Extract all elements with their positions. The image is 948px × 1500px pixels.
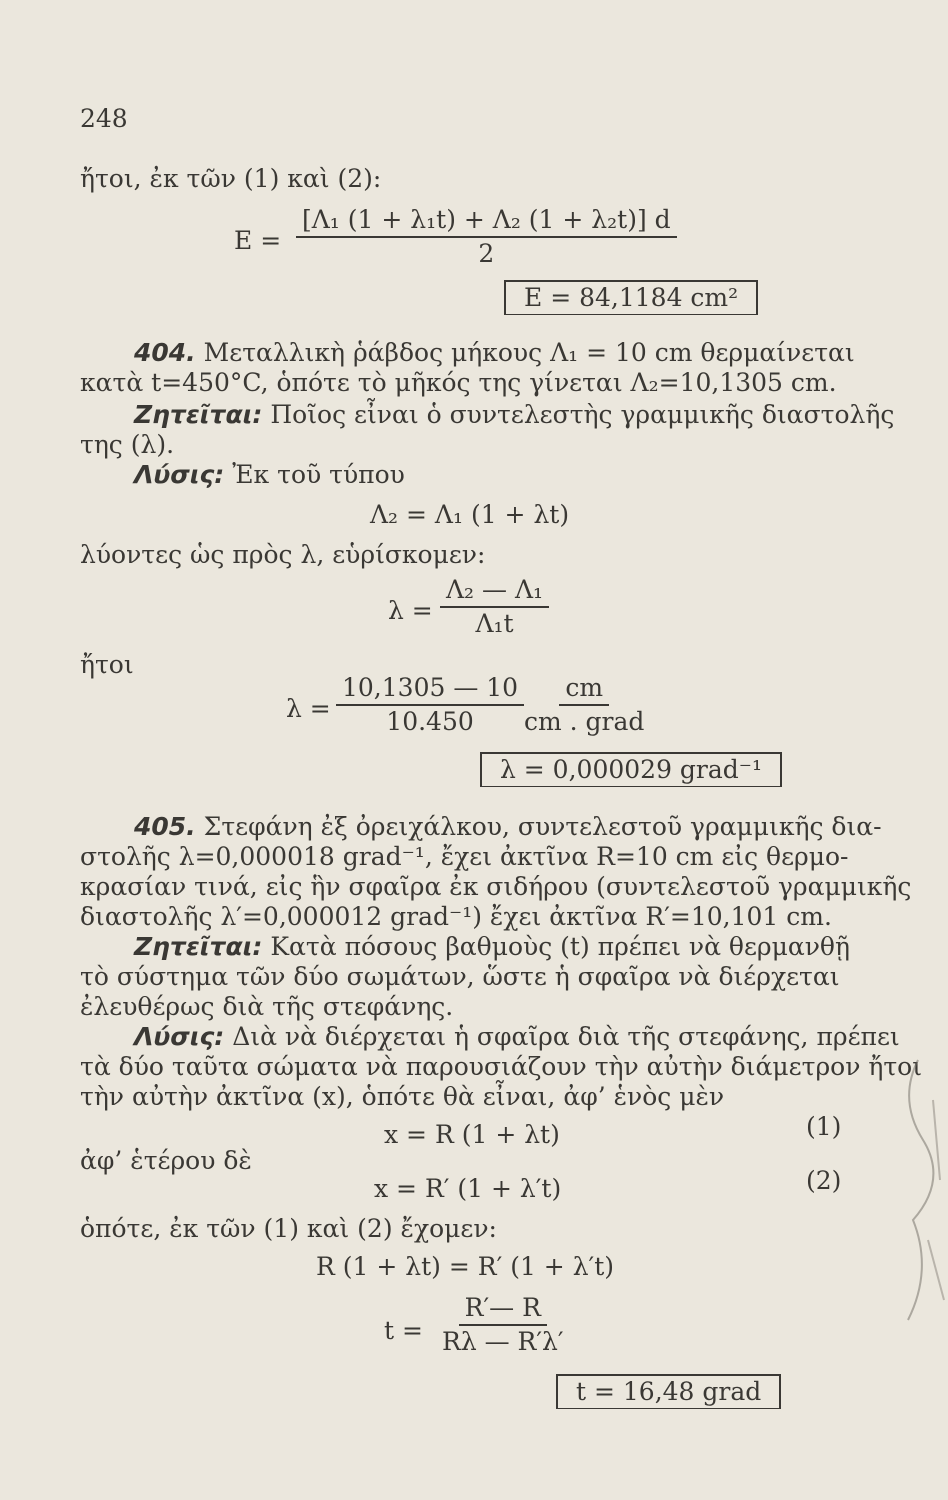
lambda-fraction [440, 576, 549, 638]
problem-405-line4: διαστολῆς λ′=0,000012 grad⁻¹) ἔχει ἀκτῖνα R′=10,101 cm. [80, 902, 832, 931]
problem-405-sought [134, 932, 850, 962]
t-result-box: t = 16,48 grad [556, 1374, 781, 1409]
problem-405-sought-text: Κατὰ πόσους βαθμοὺς (t) πρέπει νὰ θερμανθῇ [270, 932, 850, 961]
problem-404-line2: κατὰ t=450°C, ὁπότε τὸ μῆκός της γίνεται Λ₂=10,1305 cm. [80, 368, 837, 397]
problem-404-text1: Μεταλλικὴ ῥάβδος μήκους Λ₁ = 10 cm θερμαίνεται [203, 338, 855, 367]
t-numerator: R′— R [459, 1294, 547, 1326]
eq-e-fraction [296, 206, 677, 268]
itoi-label: ἤτοι [80, 650, 134, 679]
problem-404-sought [134, 400, 894, 430]
margin-scribble-icon [888, 1040, 948, 1400]
problem-404-formula: Λ₂ = Λ₁ (1 + λt) [370, 500, 570, 529]
problem-405-sought-label: Ζητεῖται: [134, 932, 263, 961]
problem-405-solution [134, 1022, 900, 1052]
calc-fraction [336, 674, 524, 736]
calc-lhs: λ = [286, 694, 331, 723]
intro-line: ἤτοι, ἐκ τῶν (1) καὶ (2): [80, 164, 382, 193]
problem-405-solution-label: Λύσις: [134, 1022, 225, 1051]
page-number: 248 [80, 104, 128, 133]
eq-e-lhs: E = [234, 226, 282, 255]
problem-404-sought-cont: της (λ). [80, 430, 175, 459]
combine-line: ὁπότε, ἐκ τῶν (1) καὶ (2) ἔχομεν: [80, 1214, 497, 1243]
eq-e-denominator: 2 [478, 239, 495, 268]
problem-405-line3: κρασίαν τινά, εἰς ἣν σφαῖρα ἐκ σιδήρου (συντελεστοῦ γραμμικῆς [80, 872, 912, 901]
problem-405-sought-line3: ἐλευθέρως διὰ τῆς στεφάνης. [80, 992, 454, 1021]
calc-denominator: 10.450 [386, 707, 474, 736]
other-side-label: ἀφ’ ἑτέρου δὲ [80, 1146, 252, 1175]
problem-405-text1: Στεφάνη ἐξ ὀρειχάλκου, συντελεστοῦ γραμμικῆς δια- [203, 812, 882, 841]
problem-405-line1 [134, 812, 882, 842]
lambda-numerator: Λ₂ — Λ₁ [440, 576, 549, 608]
problem-405-sol-line2: τὰ δύο ταῦτα σώματα νὰ παρουσιάζουν τὴν αὐτὴν διάμετρον ἤτοι [80, 1052, 923, 1081]
t-denominator: Rλ — R′λ′ [442, 1327, 564, 1356]
problem-405-sol-line3: τὴν αὐτὴν ἀκτῖνα (x), ὁπότε θὰ εἶναι, ἀφ’ ἑνὸς μὲν [80, 1082, 725, 1111]
problem-405-line2: στολῆς λ=0,000018 grad⁻¹, ἔχει ἀκτῖνα R=10 cm εἰς θερμο- [80, 842, 849, 871]
t-fraction [442, 1294, 564, 1356]
eq3: R (1 + λt) = R′ (1 + λ′t) [316, 1252, 615, 1281]
calc-numerator: 10,1305 — 10 [336, 674, 524, 706]
t-lhs: t = [384, 1316, 423, 1345]
eq-e-numerator: [Λ₁ (1 + λ₁t) + Λ₂ (1 + λ₂t)] d [296, 206, 677, 238]
problem-405-sought-line2: τὸ σύστημα τῶν δύο σωμάτων, ὥστε ἡ σφαῖρα νὰ διέρχεται [80, 962, 840, 991]
problem-404-sought-label: Ζητεῖται: [134, 400, 263, 429]
unit-numerator: cm [559, 674, 609, 706]
problem-405-solution-text: Διὰ νὰ διέρχεται ἡ σφαῖρα διὰ τῆς στεφάνης, πρέπει [232, 1022, 900, 1051]
unit-denominator: cm . grad [524, 707, 645, 736]
lambda-result-box: λ = 0,000029 grad⁻¹ [480, 752, 782, 787]
unit-fraction [524, 674, 644, 736]
problem-404-sought-text: Ποῖος εἶναι ὁ συντελεστὴς γραμμικῆς διαστολῆς [270, 400, 895, 429]
problem-404-solution [134, 460, 405, 490]
eq1: x = R (1 + λt) [384, 1120, 560, 1149]
eq2-label: (2) [806, 1166, 842, 1195]
problem-404-solution-label: Λύσις: [134, 460, 225, 489]
eq1-label: (1) [806, 1112, 842, 1141]
result-e-box: E = 84,1184 cm² [504, 280, 758, 315]
problem-404-solving-line: λύοντες ὡς πρὸς λ, εὑρίσκομεν: [80, 540, 486, 569]
problem-404-solution-text: Ἐκ τοῦ τύπου [232, 460, 405, 489]
lambda-denominator: Λ₁t [475, 609, 514, 638]
lambda-lhs: λ = [388, 596, 433, 625]
eq2: x = R′ (1 + λ′t) [374, 1174, 562, 1203]
problem-405-number: 405. [134, 812, 196, 841]
problem-404-line1 [134, 338, 855, 368]
problem-404-number: 404. [134, 338, 196, 367]
